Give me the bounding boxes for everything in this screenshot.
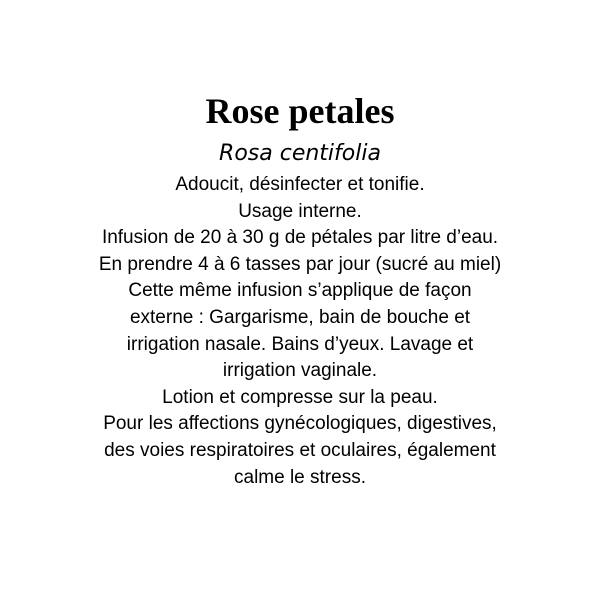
text-line: Cette même infusion s’applique de façon	[128, 280, 472, 302]
text-line: Usage interne.	[238, 200, 362, 222]
text-line: En prendre 4 à 6 tasses par jour (sucré au miel)	[98, 253, 502, 275]
botanical-name: Rosa centifolia	[219, 141, 381, 166]
text-line: des voies respiratoires et oculaires, également	[104, 439, 496, 461]
text-line: Adoucit, désinfecter et tonifie.	[175, 174, 425, 195]
text-line: externe : Gargarisme, bain de bouche et	[129, 306, 471, 328]
text-line: irrigation vaginale.	[222, 360, 378, 382]
text-line: calme le stress.	[234, 466, 366, 488]
text-line: Pour les affections gynécologiques, digestives,	[103, 413, 497, 435]
text-line: Infusion de 20 à 30 g de pétales par litre d’eau.	[101, 227, 499, 249]
description-text	[0, 172, 600, 491]
text-line: irrigation nasale. Bains d’yeux. Lavage et	[126, 333, 474, 355]
page-title: Rose petales	[205, 91, 395, 131]
text-line: Lotion et compresse sur la peau.	[162, 386, 438, 408]
